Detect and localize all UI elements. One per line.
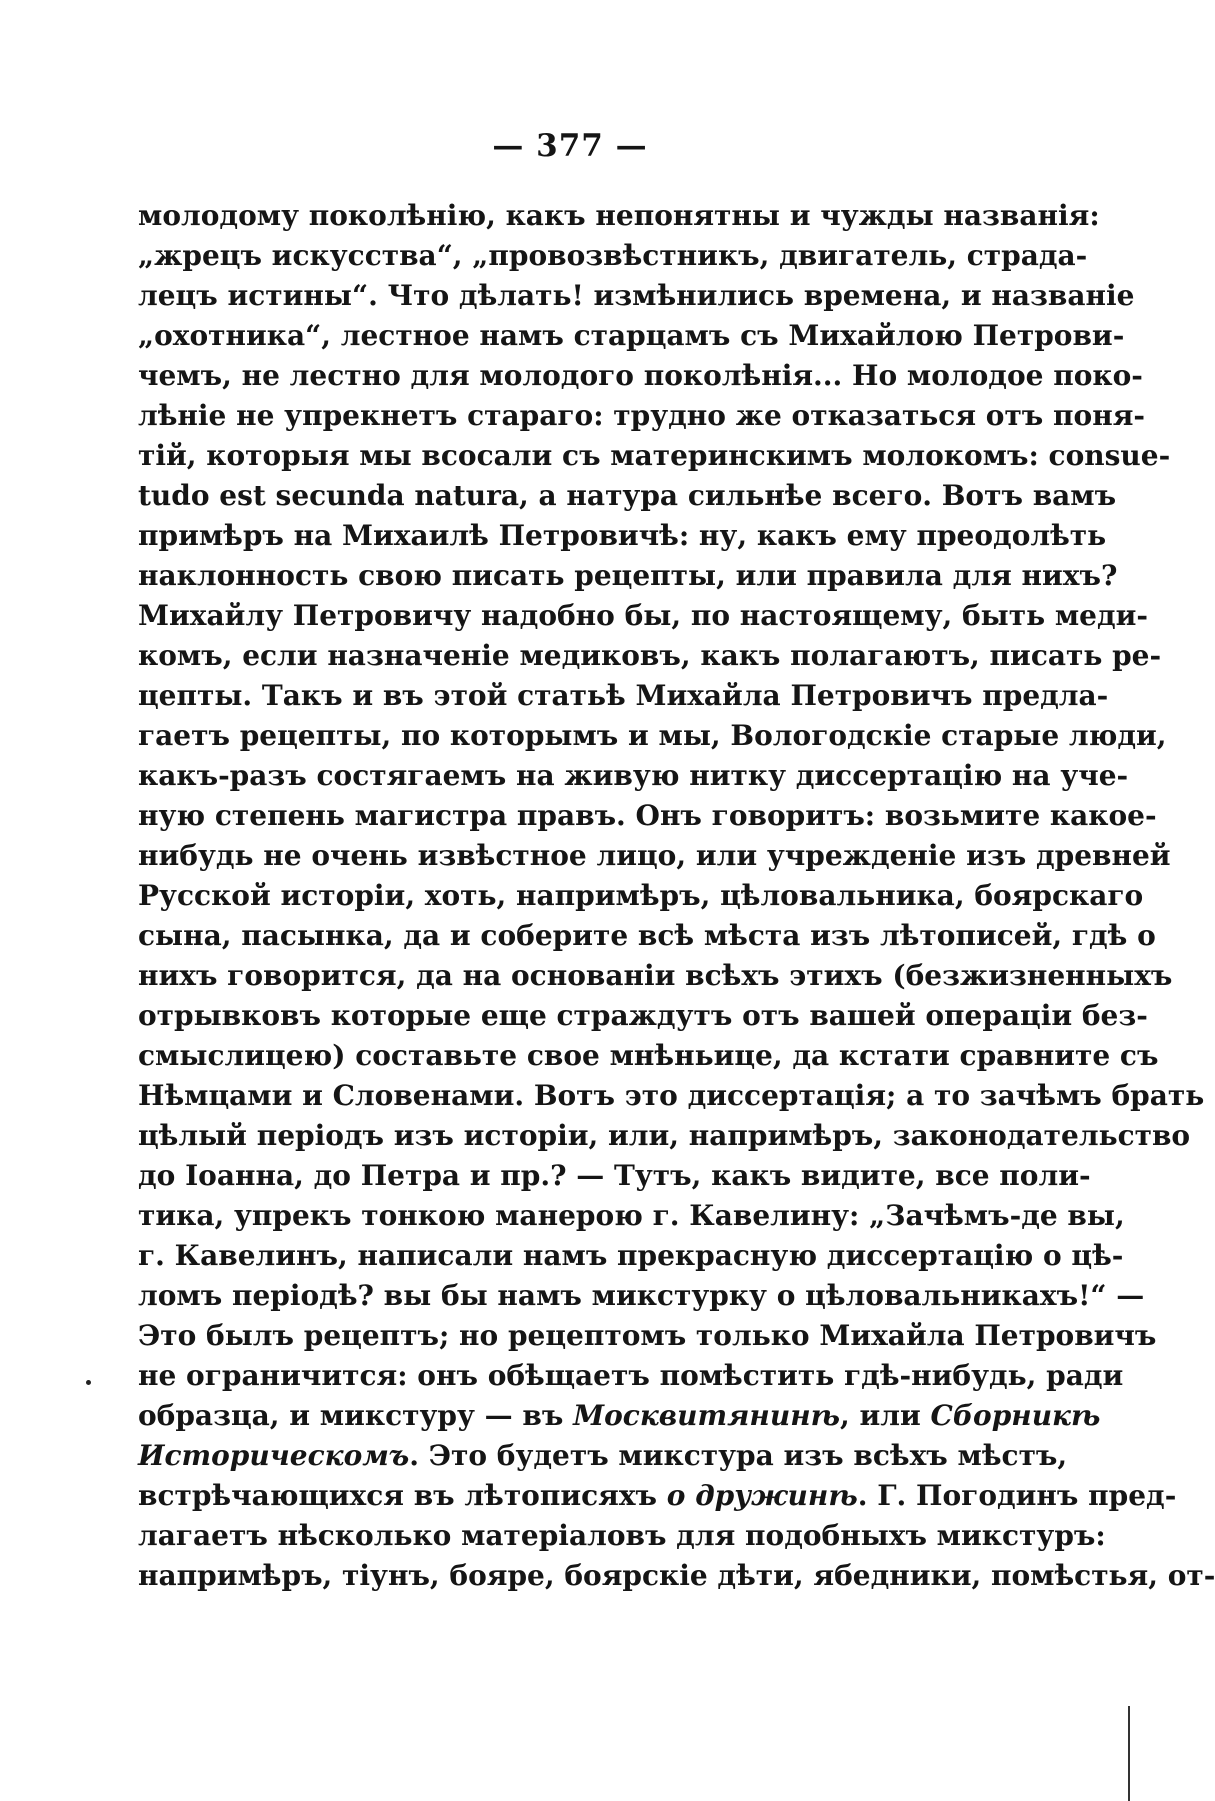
text-line: нибудь не очень извѣстное лицо, или учрежденіе изъ древней	[138, 839, 1171, 872]
text-line: наклонность свою писать рецепты, или правила для нихъ?	[138, 559, 1118, 592]
text-line: „охотника“, лестное намъ старцамъ съ Михайлою Петрови-	[138, 319, 1125, 352]
text-line: Нѣмцами и Словенами. Вотъ это диссертація; а то зачѣмъ брать	[138, 1079, 1205, 1112]
text-line	[138, 1476, 1177, 1516]
text-line: Русской исторіи, хоть, напримѣръ, цѣловальника, боярскаго	[138, 879, 1144, 912]
margin-dot	[86, 1380, 91, 1385]
text-line: напримѣръ, тіунъ, бояре, боярскіе дѣти, ябедники, помѣстья, от-	[138, 1559, 1215, 1592]
text-line: молодому поколѣнію, какъ непонятны и чужды названія:	[138, 199, 1100, 232]
text-line: цѣлый періодъ изъ исторіи, или, напримѣръ, законодательство	[138, 1119, 1191, 1152]
body-text	[138, 196, 1215, 1596]
text-line	[138, 1396, 1101, 1436]
text-line: до Іоанна, до Петра и пр.? — Тутъ, какъ видите, все поли-	[138, 1159, 1091, 1192]
text-line: отрывковъ которые еще страждутъ отъ вашей операціи без-	[138, 999, 1148, 1032]
italic-title-sbornik: Сборникѣ	[930, 1399, 1101, 1432]
text-run: . Это будетъ микстура изъ всѣхъ мѣстъ,	[409, 1439, 1068, 1472]
text-line: ломъ періодѣ? вы бы намъ микстурку о цѣловальникахъ!“ —	[138, 1279, 1145, 1312]
page-edge-rule	[1128, 1706, 1130, 1801]
text-line: „жрецъ искусства“, „провозвѣстникъ, двигатель, страда-	[138, 239, 1088, 272]
text-line: сына, пасынка, да и соберите всѣ мѣста изъ лѣтописей, гдѣ о	[138, 919, 1156, 952]
italic-title-moskvityanin: Москвитянинѣ	[573, 1399, 840, 1432]
text-line: примѣръ на Михаилѣ Петровичѣ: ну, какъ ему преодолѣть	[138, 519, 1107, 552]
text-line: лѣніе не упрекнетъ стараго: трудно же отказаться отъ поня-	[138, 399, 1146, 432]
text-run: . Г. Погодинъ пред-	[857, 1479, 1177, 1512]
text-line: г. Кавелинъ, написали намъ прекрасную диссертацію о цѣ-	[138, 1239, 1124, 1272]
text-line: лецъ истины“. Что дѣлать! измѣнились времена, и названіе	[138, 279, 1135, 312]
text-line: тика, упрекъ тонкою манерою г. Кавелину: „Зачѣмъ-де вы,	[138, 1199, 1125, 1232]
italic-title-istoricheskom: Историческомъ	[138, 1439, 410, 1472]
text-line: ную степень магистра правъ. Онъ говоритъ: возьмите какое-	[138, 799, 1157, 832]
text-run: образца, и микстуру — въ	[138, 1399, 574, 1432]
text-line: не ограничится: онъ обѣщаетъ помѣстить гдѣ-нибудь, ради	[138, 1359, 1124, 1392]
text-run: встрѣчающихся въ лѣтописяхъ	[138, 1479, 667, 1512]
text-line	[138, 1436, 1068, 1476]
text-run: , или	[840, 1399, 931, 1432]
text-line: тій, которыя мы всосали съ материнскимъ молокомъ: consue-	[138, 439, 1171, 472]
text-line: какъ-разъ состягаемъ на живую нитку диссертацію на уче-	[138, 759, 1129, 792]
text-line: смыслицею) составьте свое мнѣньице, да кстати сравните съ	[138, 1039, 1159, 1072]
text-line: цепты. Такъ и въ этой статьѣ Михайла Петровичъ предла-	[138, 679, 1109, 712]
text-line: Это былъ рецептъ; но рецептомъ только Михайла Петровичъ	[138, 1319, 1157, 1352]
text-line: чемъ, не лестно для молодого поколѣнія... Но молодое поко-	[138, 359, 1143, 392]
page-number: — 377 —	[492, 128, 648, 164]
text-line: Михайлу Петровичу надобно бы, по настоящему, быть меди-	[138, 599, 1149, 632]
text-line: гаетъ рецепты, по которымъ и мы, Вологодскіе старые люди,	[138, 719, 1167, 752]
italic-phrase-o-druzhine: о дружинѣ	[666, 1479, 858, 1512]
text-line: tudo est secunda natura, а натура сильнѣе всего. Вотъ вамъ	[138, 479, 1117, 512]
text-line: лагаетъ нѣсколько матеріаловъ для подобныхъ микстуръ:	[138, 1519, 1106, 1552]
text-line: нихъ говорится, да на основаніи всѣхъ этихъ (безжизненныхъ	[138, 959, 1173, 992]
text-line: комъ, если назначеніе медиковъ, какъ полагаютъ, писать ре-	[138, 639, 1162, 672]
